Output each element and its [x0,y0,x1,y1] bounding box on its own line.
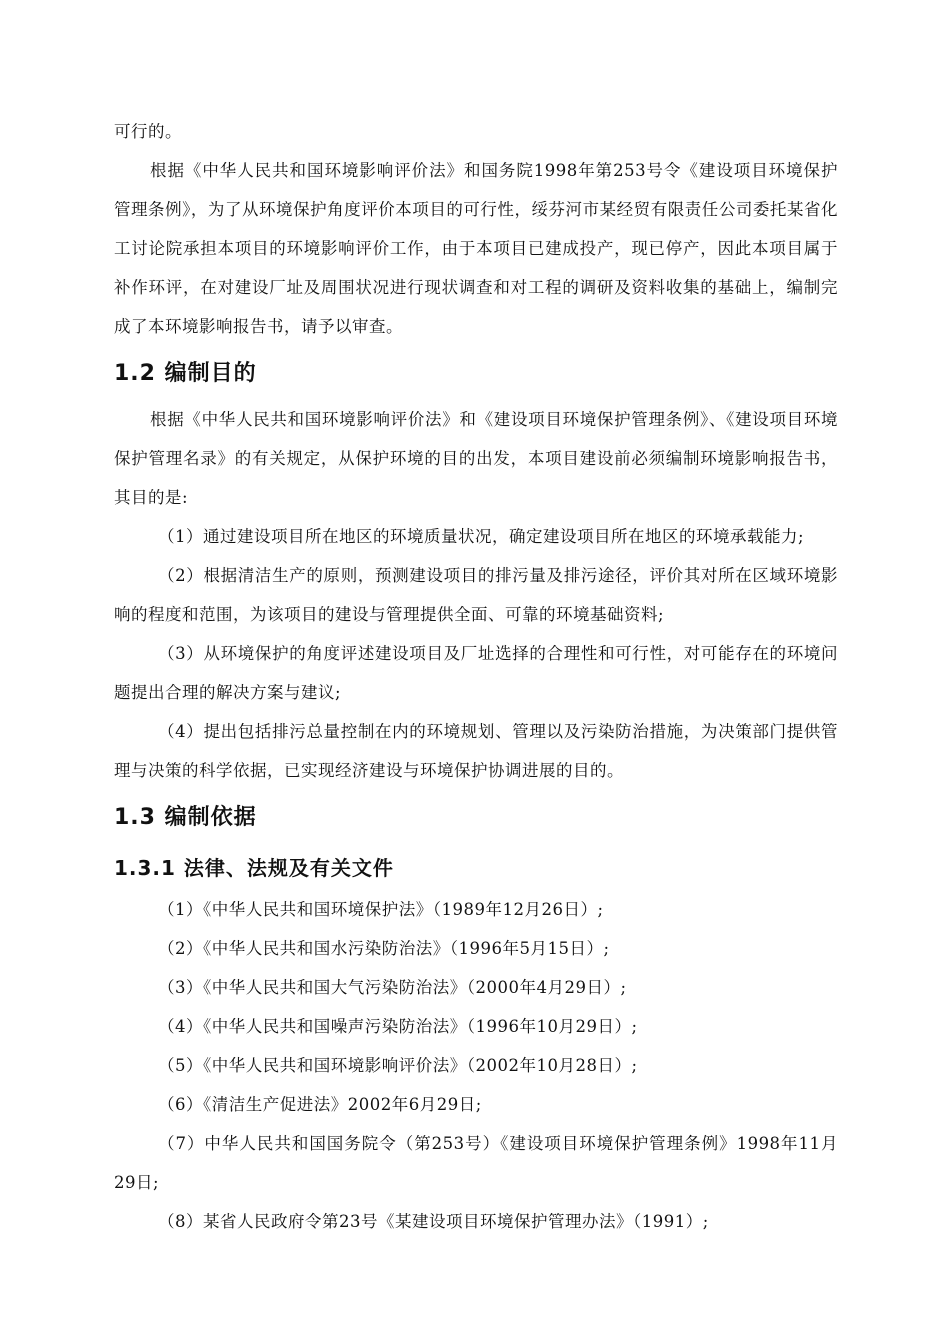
law-list-item: （4）《中华人民共和国噪声污染防治法》（1996年10月29日）; [158,1017,638,1036]
law-list-item: （3）《中华人民共和国大气污染防治法》（2000年4月29日）; [158,978,627,997]
list-item: （4）提出包括排污总量控制在内的环境规划、管理以及污染防治措施，为决策部门提供管理与决策的科学依据，已实现经济建设与环境保护协调进展的目的。 [114,722,838,780]
law-list-item: （1）《中华人民共和国环境保护法》（1989年12月26日）; [158,900,604,919]
section-heading-1-3: 1.3 编制依据 [114,805,257,830]
intro-continuation: 可行的。 [114,122,182,141]
law-list-item: （5）《中华人民共和国环境影响评价法》（2002年10月28日）; [158,1056,638,1075]
law-list-item: （6）《清洁生产促进法》2002年6月29日; [158,1095,482,1114]
list-item: （3）从环境保护的角度评述建设项目及厂址选择的合理性和可行性，对可能存在的环境问题提出合理的解决方案与建议; [114,644,838,702]
law-list-item: （7）中华人民共和国国务院令（第253号）《建设项目环境保护管理条例》1998年11月29日; [114,1134,838,1192]
document-body [114,112,838,1241]
law-list-item: （2）《中华人民共和国水污染防治法》（1996年5月15日）; [158,939,610,958]
section-heading-1-2: 1.2 编制目的 [114,361,257,386]
section-1-2-paragraph: 根据《中华人民共和国环境影响评价法》和《建设项目环境保护管理条例》、《建设项目环境保护管理名录》的有关规定，从保护环境的目的出发，本项目建设前必须编制环境影响报告书，其目的是: [114,410,838,507]
intro-paragraph: 根据《中华人民共和国环境影响评价法》和国务院1998年第253号令《建设项目环境保护管理条例》，为了从环境保护角度评价本项目的可行性，绥芬河市某经贸有限责任公司委托某省化工讨论院承担本项目的环境影响评价工作，由于本项目已建成投产，现已停产，因此本项目属于补作环评，在对建设厂址及周围状况进行现状调查和对工程的调研及资料收集的基础上，编制完成了本环境影响报告书，请予以审查。 [114,161,838,336]
list-item: （2）根据清洁生产的原则，预测建设项目的排污量及排污途径，评价其对所在区域环境影响的程度和范围，为该项目的建设与管理提供全面、可靠的环境基础资料; [114,566,838,624]
law-list-item: （8）某省人民政府令第23号《某建设项目环境保护管理办法》（1991）; [158,1212,709,1231]
list-item: （1）通过建设项目所在地区的环境质量状况，确定建设项目所在地区的环境承载能力; [158,527,805,546]
subsection-heading-1-3-1: 1.3.1 法律、法规及有关文件 [114,856,394,880]
